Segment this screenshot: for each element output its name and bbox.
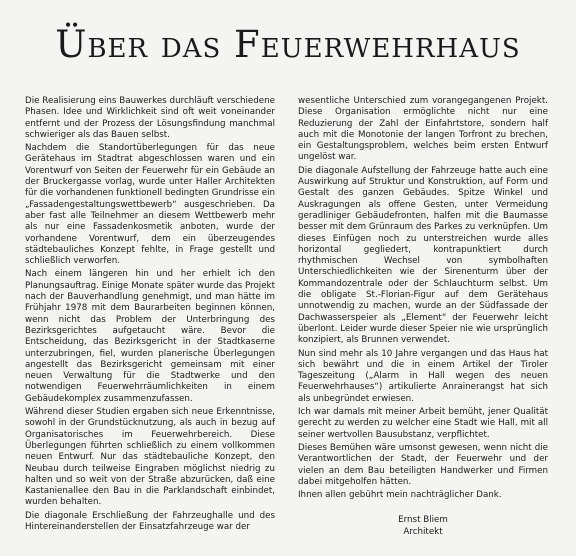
paragraph: Ich war damals mit meiner Arbeit bemüht, jener Qualität gerecht zu werden zu welcher eine Stadt wie Hall, mit all seiner wertvollen Bausubstanz, verpflichtet. [298, 407, 548, 440]
author-role: Architekt [403, 526, 443, 537]
paragraph: Die diagonale Erschließung der Fahrzeughalle und des Hintereinanderstellen der Einsatzfahrzeuge war der [25, 510, 275, 532]
paragraph: Die Realisierung eins Bauwerkes durchläuft verschiedene Phasen. Idee und Wirklichkeit sind oft weit voneinander entfernt und der Prozess der Lösungsfindung manchmal schwieriger als das Bauen selbst. [25, 96, 275, 140]
signature-block [298, 515, 548, 538]
paragraph: Dieses Bemühen wäre umsonst gewesen, wenn nicht die Verantwortlichen der Stadt, der Feuerwehr und der vielen an dem Bau beteiligten Handwerker und Firmen dabei mitgeholfen hätten. [298, 442, 548, 487]
right-column [298, 96, 548, 538]
paragraph: Nachdem die Standortüberlegungen für das neue Gerätehaus im Stadtrat abgeschlossen waren und ein Vorentwurf von Seiten der Feuerwehr für ein Gebäude an der Bruckergasse vorlag, wurde unter Haller Architekten für die vorhandenen funktionell bedingten Grundrisse ein „Fassadengestaltungswettbewerb“ ausgeschrieben. Da aber fast alle Teilnehmer an diesem Wettbewerb mehr als nur eine Fassadenkosmetik anboten, wurde der vorhandene Vorentwurf, dem ein überzeugendes städtebauliches Konzept fehlte, in Frage gestellt und schließlich verworfen. [25, 143, 275, 267]
paragraph: Ihnen allen gebührt mein nachträglicher Dank. [298, 490, 502, 501]
paragraph: Während dieser Studien ergaben sich neue Erkenntnisse, sowohl in der Grundstücknutzung, als auch in bezug auf Organisatorisches im Feuerwehrbereich. Diese Überlegungen führten schließlich zu einem vollkommen neuen Entwurf. Nur das städtebauliche Konzept, den Neubau durch teilweise Eingraben möglichst niedrig zu halten und so weit von der Straße abzurücken, daß eine Kastanienallee den Bau in die Parklandschaft einbindet, wurden behalten. [25, 407, 275, 508]
paragraph: wesentliche Unterschied zum vorangegangenen Projekt. Diese Organisation ermöglichte nicht nur eine Reduzierung der Zahl der Einfahrtstore, sondern half auch mit die Monotonie der langen Torfront zu brechen, ein Gestaltungsproblem, welches beim ersten Entwurf ungelöst war. [298, 96, 548, 163]
title-rest: ber das Feuerwehrhaus [87, 23, 521, 66]
paragraph: Nun sind mehr als 10 Jahre vergangen und das Haus hat sich bewährt und die in einem Artikel der Tiroler Tageszeitung („Alarm in Hall wegen des neuen Feuerwehrhauses“) artikulierte Anrainerangst hat sich als unbegründet erwiesen. [298, 348, 548, 404]
title-initial: Ü [55, 23, 88, 66]
paragraph: Nach einem längeren hin und her erhielt ich den Planungsauftrag. Einige Monate später wurde das Projekt nach der Bauverhandlung genehmigt, und man hätte im Frühjahr 1978 mit dem Baurarbeiten beginnen können, wenn nicht das Problem der Unterbringung des Bezirksgerichtes aufgetaucht wäre. Bevor die Entscheidung, das Bezirksgericht in der Stadtkaserne unterzubringen, fiel, wurden planerische Überlegungen angestellt das Bezirksgericht gemeinsam mit einer neuen Verwaltung für die Stadtwerke und den notwendigen Feuerwehrräumlichkeiten in einem Gebäudekomplex zusammenzufassen. [25, 269, 275, 404]
author-name: Ernst Bliem [398, 515, 448, 526]
left-column [25, 96, 275, 535]
article-title [0, 23, 576, 66]
paragraph: Die diagonale Aufstellung der Fahrzeuge hatte auch eine Auswirkung auf Struktur und Konstruktion, auf Form und Gestalt des ganzen Gebäudes. Spitze Winkel und Auskragungen als offene Gesten, unter Vermeidung geradliniger Gebäudefronten, halfen mit die Baumasse besser mit dem Grünraum des Parkes zu verknüpfen. Um dieses Einfügen noch zu unterstreichen wurde alles horizontal gegliedert, kontrapunktiert durch rhythmischen Wechsel von symbolhaften Unterschiedlichkeiten wie der Sirenenturm über der Kommandozentrale oder der Schlauchturm selbst. Um die obligate St.-Florian-Figur auf dem Gerätehaus unnotwendig zu machen, wurde an der Südfassade der Dachwasserspeier als „Element“ der Feuerwehr leicht überlont. Leider wurde dieser Speier nie wie ursprünglich konzipiert, als Brunnen verwendet. [298, 165, 548, 346]
